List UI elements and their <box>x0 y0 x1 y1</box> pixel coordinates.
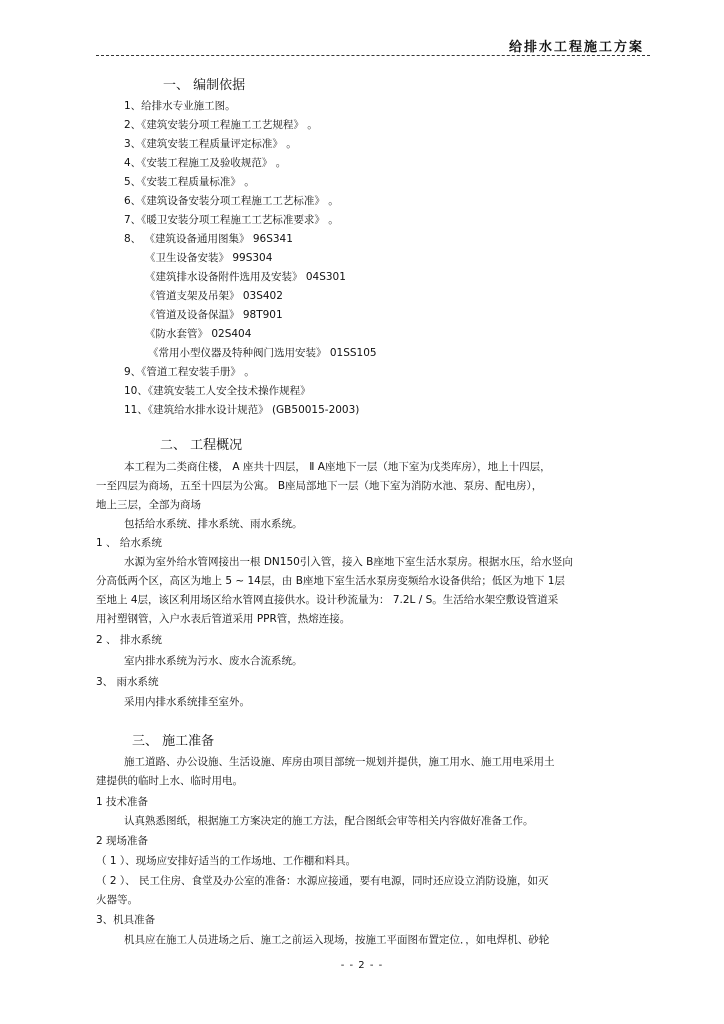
basis-item: 4、《安装工程施工及验收规范》 。 <box>124 157 287 169</box>
basis-item: 9、《管道工程安装手册》 。 <box>124 366 255 378</box>
basis-item: 11、《建筑给水排水设计规范》 (GB50015-2003) <box>124 404 360 416</box>
overview-line: 至地上 4层，该区利用场区给水管网直接供水。设计秒流量为： 7.2L / S。生活给水架空敷设管道采 <box>96 594 559 606</box>
basis-item: 10、《建筑安装工人安全技术操作规程》 <box>124 385 311 397</box>
overview-line: 室内排水系统为污水、废水合流系统。 <box>124 655 303 667</box>
overview-line: 采用内排水系统排至室外。 <box>124 696 250 708</box>
overview-line: 一至四层为商场，五至十四层为公寓。 B座局部地下一层（地下室为消防水池、泵房、配电房）， <box>96 480 543 492</box>
preparation-line: 火器等。 <box>96 894 138 906</box>
preparation-line: 认真熟悉图纸，根据施工方案决定的施工方法，配合图纸会审等相关内容做好准备工作。 <box>124 815 534 827</box>
preparation-line: 施工道路、办公设施、生活设施、库房由项目部统一规划并提供，施工用水、施工用电采用土 <box>124 756 555 768</box>
basis-item: 8、 《建筑设备通用图集》 96S341 <box>124 233 293 245</box>
overview-line: 用衬塑钢管，入户水表后管道采用 PPR管，热熔连接。 <box>96 613 351 625</box>
basis-subitem: 《管道支架及吊架》 03S402 <box>145 290 283 302</box>
overview-line: 本工程为二类商住楼， A 座共十四层， Ⅱ A座地下一层（地下室为戊类库房），地上十四层， <box>124 461 551 473</box>
page-number: - - 2 - - <box>340 960 384 971</box>
basis-subitem: 《防水套管》 02S404 <box>145 328 252 340</box>
basis-subitem: 《常用小型仪器及特种阀门选用安装》 01SS105 <box>148 347 377 359</box>
basis-item: 5、《安装工程质量标准》 。 <box>124 176 255 188</box>
section-heading-preparation: 三、 施工准备 <box>132 734 215 749</box>
subsection-heading: 1 、 给水系统 <box>96 537 162 549</box>
section-heading-overview: 二、 工程概况 <box>160 438 243 453</box>
basis-subitem: 《管道及设备保温》 98T901 <box>145 309 283 321</box>
subsection-heading: 1 技术准备 <box>96 796 149 808</box>
basis-item: 2、《建筑安装分项工程施工工艺规程》 。 <box>124 119 318 131</box>
subsection-heading: 3、 雨水系统 <box>96 676 159 688</box>
preparation-line: （ 2 ）、 民工住房、食堂及办公室的准备：水源应接通，要有电源，同时还应设立消防设施，如灭 <box>96 875 549 887</box>
basis-subitem: 《卫生设备安装》 99S304 <box>145 252 273 264</box>
preparation-line: （ 1 ）、现场应安排好适当的工作场地、工作棚和料具。 <box>96 855 357 867</box>
overview-line: 水源为室外给水管网接出一根 DN150引入管，接入 B座地下室生活水泵房。根据水压，给水竖向 <box>124 556 573 568</box>
basis-item: 7、《暖卫安装分项工程施工工艺标准要求》 。 <box>124 214 339 226</box>
basis-item: 3、《建筑安装工程质量评定标准》 。 <box>124 138 297 150</box>
subsection-heading: 2 现场准备 <box>96 835 149 847</box>
preparation-line: 机具应在施工人员进场之后、施工之前运入现场，按施工平面图布置定位．，如电焊机、砂轮 <box>124 934 550 946</box>
header-divider <box>96 55 650 56</box>
preparation-line: 建提供的临时上水、临时用电。 <box>96 775 243 787</box>
overview-line: 包括给水系统、排水系统、雨水系统。 <box>124 518 303 530</box>
subsection-heading: 2 、 排水系统 <box>96 634 162 646</box>
section-heading-basis: 一、 编制依据 <box>163 78 246 93</box>
overview-line: 分高低两个区，高区为地上 5 ~ 14层，由 B座地下室生活水泵房变频给水设备供给；低区为地下 1层 <box>96 575 565 587</box>
header-title: 给排水工程施工方案 <box>508 40 644 55</box>
basis-item: 1、给排水专业施工图。 <box>124 100 236 112</box>
subsection-heading: 3、机具准备 <box>96 914 156 926</box>
basis-subitem: 《建筑排水设备附件选用及安装》 04S301 <box>145 271 346 283</box>
basis-item: 6、《建筑设备安装分项工程施工工艺标准》 。 <box>124 195 339 207</box>
overview-line: 地上三层，全部为商场 <box>96 499 201 511</box>
